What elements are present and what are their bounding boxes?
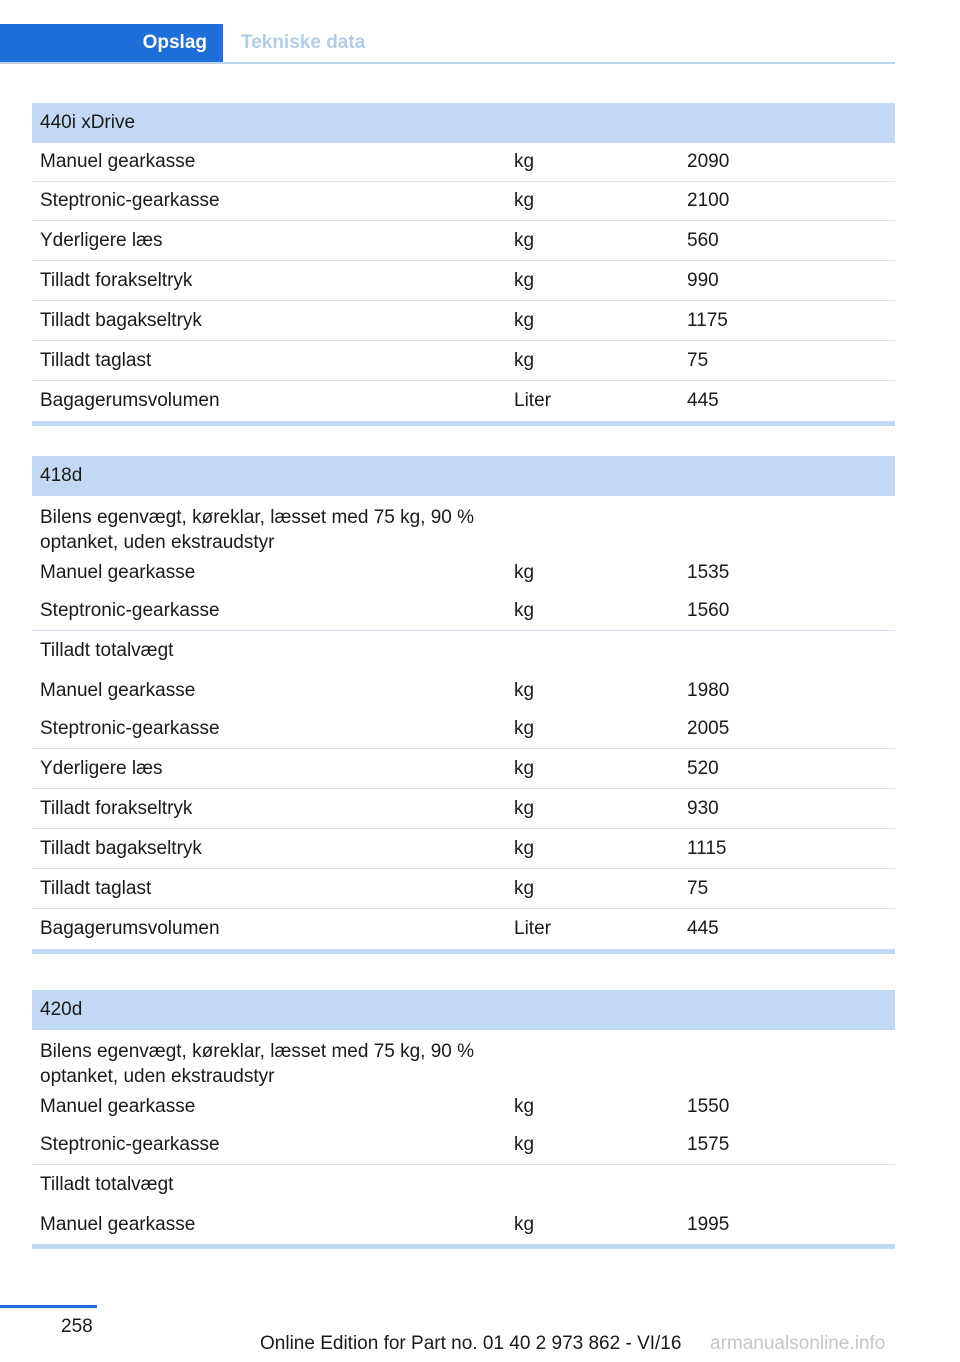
row-label: Steptronic-gearkasse xyxy=(40,190,220,211)
row-label: Tilladt totalvægt xyxy=(40,1174,174,1195)
row-value: 1560 xyxy=(687,600,730,621)
row-value: 1995 xyxy=(687,1213,730,1235)
row-unit: kg xyxy=(514,600,535,621)
row-value: 930 xyxy=(687,797,719,819)
row-label: Manuel gearkasse xyxy=(40,1095,196,1117)
table-row xyxy=(32,553,895,592)
row-value: 520 xyxy=(687,757,719,779)
table-row xyxy=(32,261,895,301)
table-row xyxy=(32,381,895,421)
table-row xyxy=(32,221,895,261)
table-header: 440i xDrive xyxy=(32,103,895,143)
row-value: 2100 xyxy=(687,190,730,211)
table-row xyxy=(32,301,895,341)
table-row xyxy=(32,789,895,829)
table-row xyxy=(32,1205,895,1244)
row-value: 1980 xyxy=(687,679,730,701)
row-unit: kg xyxy=(514,1134,535,1155)
table-row xyxy=(32,1087,895,1126)
row-value: 1175 xyxy=(687,309,728,331)
row-label: Bagagerumsvolumen xyxy=(40,918,220,939)
table-row xyxy=(32,182,895,221)
row-label: Tilladt forakseltryk xyxy=(40,797,193,819)
table-row xyxy=(32,671,895,710)
table-row xyxy=(32,143,895,182)
row-value: 75 xyxy=(687,877,709,899)
tab-bar xyxy=(0,24,895,64)
table-row xyxy=(32,869,895,909)
row-value: 1535 xyxy=(687,561,730,583)
row-label: Steptronic-gearkasse xyxy=(40,600,220,621)
row-unit: Liter xyxy=(514,390,551,411)
row-unit: kg xyxy=(514,229,535,251)
table-end-rule xyxy=(32,949,895,954)
spec-table-418d xyxy=(32,456,895,954)
row-unit: kg xyxy=(514,309,535,331)
footer-accent-line xyxy=(0,1305,97,1308)
row-value: 1550 xyxy=(687,1095,730,1117)
tab-tekniske-data[interactable]: Tekniske data xyxy=(241,32,366,53)
row-value: 2005 xyxy=(687,718,730,739)
row-unit: kg xyxy=(514,190,535,211)
table-header: 418d xyxy=(32,456,895,496)
spec-table-420d xyxy=(32,990,895,1249)
table-end-rule xyxy=(32,1244,895,1249)
table-subheading-row xyxy=(32,1165,895,1205)
row-unit: kg xyxy=(514,561,535,583)
row-label: Manuel gearkasse xyxy=(40,679,196,701)
row-value: 2090 xyxy=(687,151,730,172)
watermark-text: armanualsonline.info xyxy=(710,1333,886,1354)
spec-table-440i xyxy=(32,103,895,426)
row-label: Steptronic-gearkasse xyxy=(40,1134,220,1155)
row-unit: kg xyxy=(514,757,535,779)
row-value: 990 xyxy=(687,269,719,291)
row-label: Manuel gearkasse xyxy=(40,151,196,172)
table-note: Bilens egenvægt, køreklar, læsset med 75 kg, 90 % optanket, uden ekstraudstyr xyxy=(40,507,475,553)
row-unit: kg xyxy=(514,679,535,701)
row-label: Tilladt totalvægt xyxy=(40,640,174,661)
edition-text: Online Edition for Part no. 01 40 2 973 862 - VI/16 xyxy=(260,1333,682,1354)
row-label: Manuel gearkasse xyxy=(40,1213,196,1235)
row-unit: kg xyxy=(514,797,535,819)
row-value: 445 xyxy=(687,390,719,411)
row-value: 1575 xyxy=(687,1134,730,1155)
row-unit: kg xyxy=(514,151,535,172)
row-value: 75 xyxy=(687,349,709,371)
row-label: Tilladt bagakseltryk xyxy=(40,837,202,859)
table-note-row xyxy=(32,496,895,553)
table-row xyxy=(32,749,895,789)
table-row xyxy=(32,341,895,381)
table-row xyxy=(32,909,895,949)
table-note-row xyxy=(32,1030,895,1087)
page-number: 258 xyxy=(61,1316,93,1337)
row-unit: kg xyxy=(514,269,535,291)
row-label: Yderligere læs xyxy=(40,229,163,251)
row-value: 560 xyxy=(687,229,719,251)
row-label: Manuel gearkasse xyxy=(40,561,196,583)
table-subheading-row xyxy=(32,631,895,671)
row-unit: kg xyxy=(514,349,535,371)
row-unit: kg xyxy=(514,1213,535,1235)
row-label: Tilladt forakseltryk xyxy=(40,269,193,291)
row-unit: Liter xyxy=(514,918,551,939)
table-row xyxy=(32,1126,895,1165)
row-label: Tilladt bagakseltryk xyxy=(40,309,202,331)
row-label: Tilladt taglast xyxy=(40,349,152,371)
row-unit: kg xyxy=(514,837,535,859)
row-value: 445 xyxy=(687,918,719,939)
tab-opslag[interactable]: Opslag xyxy=(0,24,223,62)
row-label: Steptronic-gearkasse xyxy=(40,718,220,739)
row-unit: kg xyxy=(514,718,535,739)
table-row xyxy=(32,829,895,869)
row-label: Tilladt taglast xyxy=(40,877,152,899)
table-note: Bilens egenvægt, køreklar, læsset med 75 kg, 90 % optanket, uden ekstraudstyr xyxy=(40,1041,475,1087)
table-row xyxy=(32,710,895,749)
table-header: 420d xyxy=(32,990,895,1030)
row-label: Yderligere læs xyxy=(40,757,163,779)
row-unit: kg xyxy=(514,877,535,899)
row-unit: kg xyxy=(514,1095,535,1117)
table-row xyxy=(32,592,895,631)
row-value: 1115 xyxy=(687,837,727,859)
row-label: Bagagerumsvolumen xyxy=(40,390,220,411)
table-end-rule xyxy=(32,421,895,426)
